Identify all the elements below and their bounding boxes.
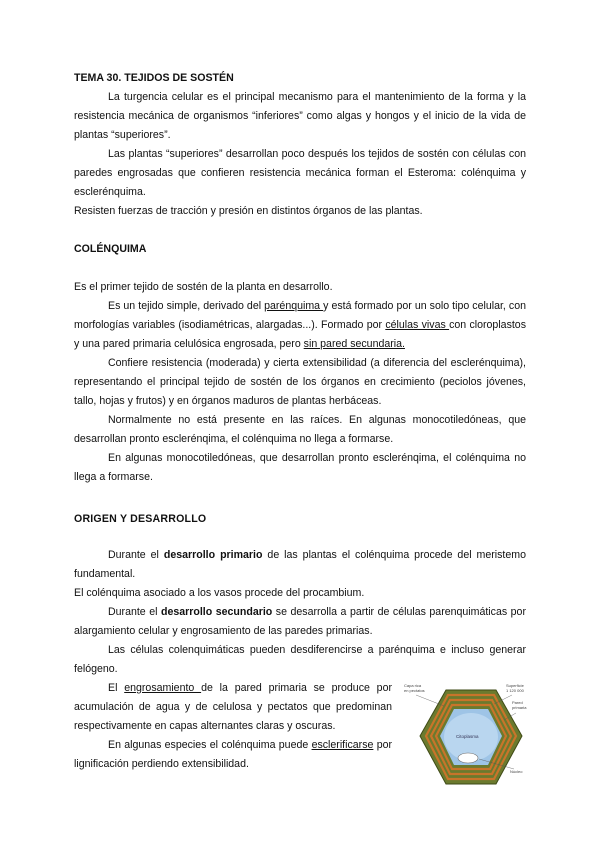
figure-label-line: en pectatos: [404, 687, 425, 693]
figure-label-nucleo: Núcleo: [510, 769, 523, 774]
paragraph-desarrollo-primario: [74, 546, 526, 584]
colenchyma-cell-figure: [404, 684, 532, 788]
paragraph-esclerificarse: [74, 736, 392, 774]
paragraph-turgencia: La turgencia celular es el principal mecanismo para el mantenimiento de la forma y la resistencia mecánica de organismos “inferiores” como algas y hongos y el inicio de la vida de plantas “superiores”.: [74, 91, 526, 141]
figure-label-citoplasma: Citoplasma: [456, 734, 479, 739]
text-run: por lignificación perdiendo extensibilidad.: [74, 739, 393, 770]
text-run: Durante el: [108, 549, 164, 561]
section-title-origen-desarrollo: ORIGEN Y DESARROLLO: [74, 513, 207, 525]
underlined-term-parenquima: parénquima: [264, 300, 324, 312]
text-run: Es un tejido simple, derivado del: [108, 300, 265, 312]
paragraph-tejido-simple: [74, 297, 526, 354]
figure-label-pectatos: [404, 684, 425, 693]
section-title-colenquima: COLÉNQUIMA: [74, 243, 147, 255]
underlined-term-esclerificarse: esclerificarse: [311, 739, 374, 751]
underlined-term-sin-pared-secundaria: sin pared secundaria.: [303, 338, 405, 350]
text-run: En algunas especies el colénquima puede: [108, 739, 312, 751]
section-title-tejidos-de-sosten: TEMA 30. TEJIDOS DE SOSTÉN: [74, 72, 234, 84]
text-run: El: [108, 682, 125, 694]
underlined-term-engrosamiento: engrosamiento: [124, 682, 202, 694]
paragraph-desarrollo-secundario: [74, 603, 526, 641]
text-run: se desarrolla a partir de células parenquimáticas por alargamiento celular y engrosamiento de las paredes primarias.: [74, 606, 526, 637]
figure-label-line: 1 120 000: [506, 687, 524, 693]
figure-label-line: Superficie: [506, 683, 524, 688]
figure-label-line: Capa rica: [404, 683, 422, 688]
figure-label-superficie: [506, 684, 524, 693]
paragraph-plantas-superiores: Las plantas “superiores” desarrollan poco después los tejidos de sostén con células con paredes engrosadas que confieren resistencia mecánica forman el Esteroma: colénquima y esclerénquima.: [74, 148, 526, 198]
paragraph-monocotiledoneas: En algunas monocotiledóneas, que desarrollan pronto esclerénqima, el colénquima no llega a formarse.: [74, 452, 526, 483]
text-run: con cloroplastos y una pared primaria celulósica engrosada, pero: [74, 319, 526, 350]
text-run: de las plantas el colénquima procede del meristemo fundamental.: [74, 549, 526, 580]
text-run: y está formado por un solo tipo celular, con morfologías variables (isodiamétricas, alargadas...). Formado por: [74, 300, 526, 331]
bold-term-desarrollo-secundario: desarrollo secundario: [160, 606, 273, 618]
figure-label-line: primaria: [512, 704, 527, 710]
paragraph-resisten-fuerzas: Resisten fuerzas de tracción y presión en distintos órganos de las plantas.: [74, 205, 423, 217]
paragraph-engrosamiento: [74, 679, 392, 736]
text-run: Durante el: [108, 606, 161, 618]
figure-label-pared-primaria: [512, 701, 526, 710]
underlined-term-celulas-vivas: células vivas: [385, 319, 450, 331]
nucleus-shape: [458, 753, 478, 763]
paragraph-confiere-resistencia: Confiere resistencia (moderada) y cierta extensibilidad (a diferencia del esclerénquima), representando el principal tejido de sostén de los órganos en crecimiento (peciolos jóvenes, tallo, hojas y frutos) y en órganos maduros de plantas herbáceas.: [74, 357, 526, 407]
text-run: de la pared primaria se produce por acumulación de agua y de celulosa y pectatos que predominan respectivamente en capas alternantes claras y oscuras.: [74, 682, 392, 732]
bold-term-desarrollo-primario: desarrollo primario: [163, 549, 263, 561]
figure-label-line: Pared: [512, 700, 523, 705]
paragraph-desdiferenciacion: Las células colenquimáticas pueden desdiferencirse a parénquima e incluso generar felógeno.: [74, 644, 526, 675]
paragraph-raices: Normalmente no está presente en las raíces. En algunas monocotiledóneas, que desarrollan pronto esclerénqima, el colénquima no llega a formarse.: [74, 414, 526, 445]
paragraph-primer-tejido: Es el primer tejido de sostén de la planta en desarrollo.: [74, 281, 333, 293]
paragraph-procambium: El colénquima asociado a los vasos procede del procambium.: [74, 587, 365, 599]
